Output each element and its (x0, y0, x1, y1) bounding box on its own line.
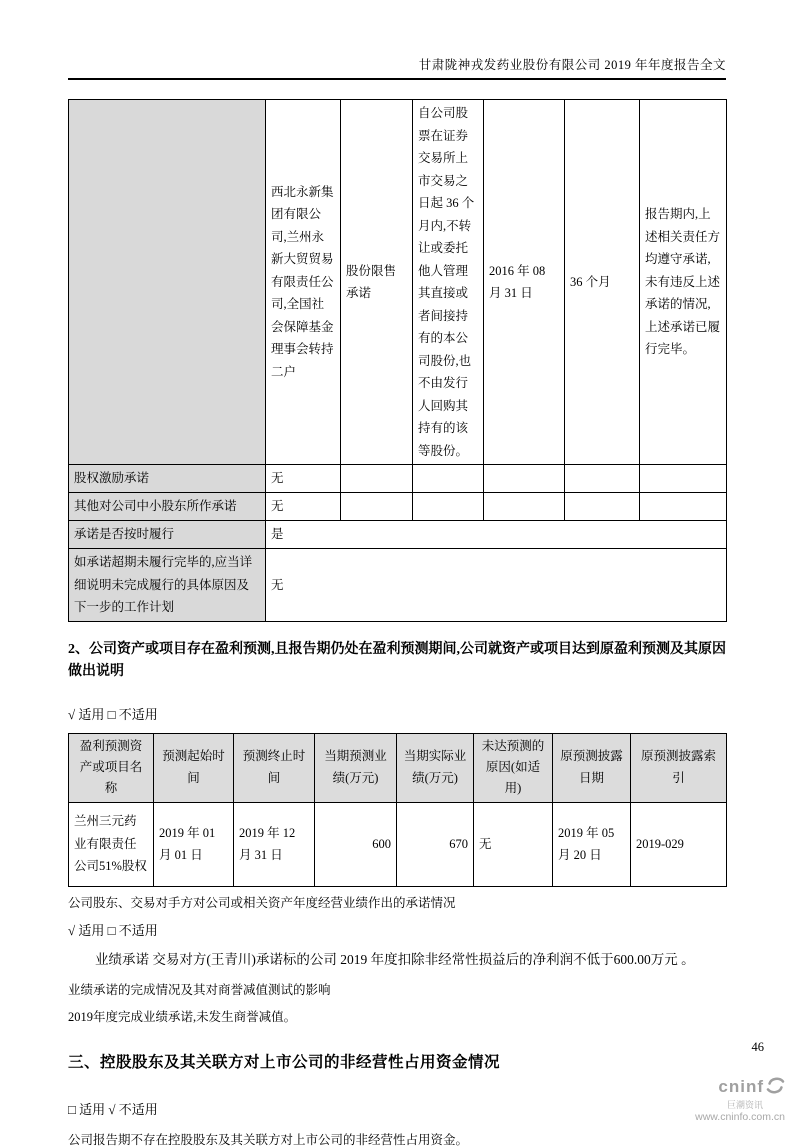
table-header-row (69, 733, 727, 802)
column-header: 预测起始时间 (154, 733, 234, 802)
empty-cell (565, 465, 640, 493)
empty-cell (413, 493, 484, 521)
page-number: 46 (751, 1040, 764, 1054)
table-row (69, 465, 727, 493)
cninfo-logo-url: www.cninfo.com.cn (695, 1111, 785, 1124)
table-row (69, 521, 727, 549)
forecast-start-cell: 2019 年 01 月 01 日 (154, 802, 234, 886)
commitment-party-cell: 西北永新集团有限公司,兰州永新大贸贸易有限责任公司,全国社会保障基金理事会转持二户 (266, 100, 341, 465)
column-header: 当期预测业绩(万元) (315, 733, 397, 802)
overdue-value-cell: 无 (266, 549, 727, 622)
empty-cell (484, 465, 565, 493)
commitment-performance-cell: 报告期内,上述相关责任方均遵守承诺,未有违反上述承诺的情况,上述承诺已履行完毕。 (640, 100, 727, 465)
column-header: 原预测披露索引 (631, 733, 727, 802)
table-row (69, 802, 727, 886)
cninfo-swirl-icon (766, 1076, 785, 1100)
equity-incentive-label-cell: 股权激励承诺 (69, 465, 266, 493)
commitment-label-cell (69, 100, 266, 465)
goodwill-impact-label: 业绩承诺的完成情况及其对商誉减值测试的影响 (68, 982, 331, 997)
overdue-label-cell: 如承诺超期未履行完毕的,应当详细说明未完成履行的具体原因及下一步的工作计划 (69, 549, 266, 622)
empty-cell (484, 493, 565, 521)
empty-cell (640, 493, 727, 521)
on-time-label-cell: 承诺是否按时履行 (69, 521, 266, 549)
empty-cell (565, 493, 640, 521)
on-time-value-cell: 是 (266, 521, 727, 549)
page-content (68, 0, 726, 1148)
commitment-term-cell: 36 个月 (565, 100, 640, 465)
profit-forecast-table (68, 733, 727, 887)
empty-cell (640, 465, 727, 493)
applicability-line-performance: √ 适用 □ 不适用 (68, 922, 158, 938)
goodwill-impact-value: 2019年度完成业绩承诺,未发生商誉减值。 (68, 1009, 297, 1024)
commitment-type-cell: 股份限售承诺 (341, 100, 413, 465)
section-heading-profit-forecast: 2、公司资产或项目存在盈利预测,且报告期仍处在盈利预测期间,公司就资产或项目达到原盈利预测及其原因做出说明 (68, 641, 726, 680)
forecast-end-cell: 2019 年 12 月 31 日 (234, 802, 315, 886)
table-row (69, 100, 727, 465)
report-header-title: 甘肃陇神戎发药业股份有限公司 2019 年年度报告全文 (68, 0, 726, 80)
disclosure-index-cell: 2019-029 (631, 802, 727, 886)
disclosure-date-cell: 2019 年 05 月 20 日 (553, 802, 631, 886)
performance-commitment-intro: 公司股东、交易对手方对公司或相关资产年度经营业绩作出的承诺情况 (68, 895, 456, 910)
section-heading-three: 三、控股股东及其关联方对上市公司的非经营性占用资金情况 (68, 1053, 501, 1071)
other-minority-value-cell: 无 (266, 493, 341, 521)
column-header: 原预测披露日期 (553, 733, 631, 802)
commitment-table (68, 99, 727, 622)
other-minority-label-cell: 其他对公司中小股东所作承诺 (69, 493, 266, 521)
forecast-value-cell: 600 (315, 802, 397, 886)
equity-incentive-value-cell: 无 (266, 465, 341, 493)
actual-value-cell: 670 (397, 802, 474, 886)
cninfo-logo (695, 1076, 785, 1124)
column-header: 当期实际业绩(万元) (397, 733, 474, 802)
applicability-line-section-three: □ 适用 √ 不适用 (68, 1101, 158, 1117)
column-header: 预测终止时间 (234, 733, 315, 802)
applicability-line-profit-forecast: √ 适用 □ 不适用 (68, 706, 158, 722)
performance-commitment-detail: 业绩承诺 交易对方(王青川)承诺标的公司 2019 年度扣除非经常性损益后的净利润不低于600.00万元 。 (95, 951, 695, 967)
reason-cell: 无 (474, 802, 553, 886)
empty-cell (341, 493, 413, 521)
commitment-content-cell: 自公司股票在证券交易所上市交易之日起 36 个月内,不转让或委托他人管理其直接或者间接持有的本公司股份,也不由发行人回购其持有的该等股份。 (413, 100, 484, 465)
cninfo-logo-text: cninf (718, 1077, 764, 1097)
cninfo-logo-chinese: 巨潮资讯 (726, 1099, 763, 1110)
table-row (69, 493, 727, 521)
forecast-asset-cell: 兰州三元药业有限责任公司51%股权 (69, 802, 154, 886)
empty-cell (413, 465, 484, 493)
column-header: 盈利预测资产或项目名称 (69, 733, 154, 802)
section-three-statement: 公司报告期不存在控股股东及其关联方对上市公司的非经营性占用资金。 (68, 1132, 469, 1147)
empty-cell (341, 465, 413, 493)
table-row (69, 549, 727, 622)
commitment-date-cell: 2016 年 08 月 31 日 (484, 100, 565, 465)
column-header: 未达预测的原因(如适用) (474, 733, 553, 802)
